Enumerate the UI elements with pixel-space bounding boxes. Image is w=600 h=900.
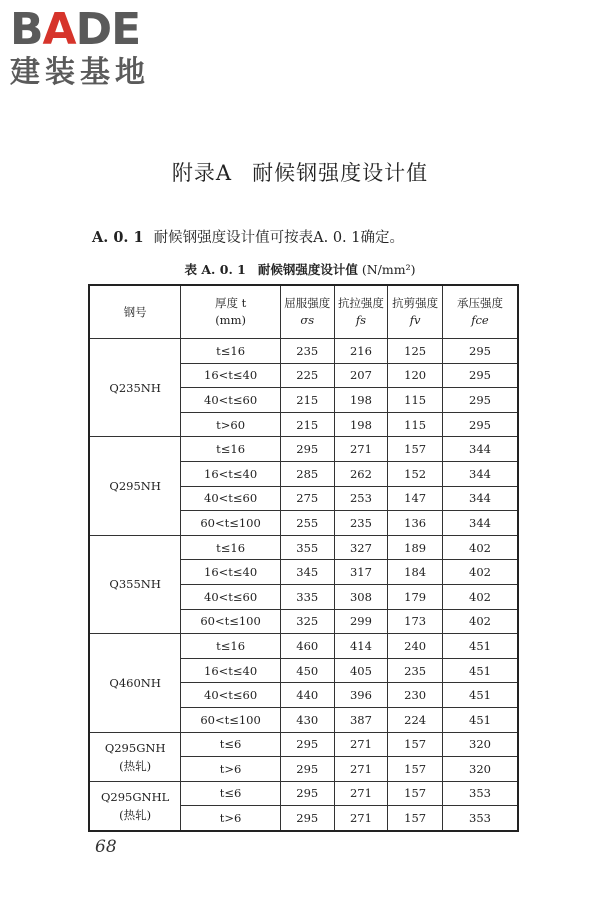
shear-cell: 173: [388, 609, 443, 634]
shear-cell: 157: [388, 781, 443, 806]
shear-cell: 230: [388, 683, 443, 708]
shear-cell: 189: [388, 535, 443, 560]
header-grade: 钢号: [89, 285, 181, 339]
shear-cell: 157: [388, 732, 443, 757]
table-unit: (N/mm²): [361, 262, 416, 277]
tensile-cell: 198: [334, 388, 388, 413]
shear-cell: 157: [388, 437, 443, 462]
bearing-cell: 451: [442, 634, 518, 659]
thickness-cell: t≤6: [181, 781, 281, 806]
shear-cell: 120: [388, 363, 443, 388]
grade-cell: [89, 781, 181, 831]
thickness-cell: 40<t≤60: [181, 486, 281, 511]
thickness-cell: t>6: [181, 757, 281, 782]
bearing-cell: 451: [442, 658, 518, 683]
bearing-cell: 344: [442, 461, 518, 486]
thickness-cell: t≤16: [181, 634, 281, 659]
bearing-cell: 451: [442, 683, 518, 708]
bearing-cell: 451: [442, 707, 518, 732]
bearing-cell: 402: [442, 535, 518, 560]
yield-cell: 295: [280, 757, 334, 782]
appendix-label: 附录A: [171, 161, 233, 185]
tensile-cell: 216: [334, 339, 388, 364]
page-number: 68: [95, 837, 117, 857]
bearing-cell: 295: [442, 363, 518, 388]
thickness-cell: 16<t≤40: [181, 560, 281, 585]
thickness-cell: 40<t≤60: [181, 388, 281, 413]
grade-name: Q295GNH: [104, 740, 166, 755]
tensile-cell: 271: [334, 806, 388, 831]
yield-cell: 345: [280, 560, 334, 585]
yield-cell: 255: [280, 511, 334, 536]
table-label: 表 A. 0. 1: [184, 262, 246, 277]
tensile-cell: 396: [334, 683, 388, 708]
yield-cell: 215: [280, 412, 334, 437]
shear-cell: 152: [388, 461, 443, 486]
appendix-title: [0, 157, 600, 187]
table-row: [89, 437, 518, 462]
tensile-cell: 387: [334, 707, 388, 732]
logo-word: [10, 6, 180, 54]
bearing-cell: 295: [442, 388, 518, 413]
tensile-cell: 271: [334, 437, 388, 462]
grade-cell: [89, 634, 181, 732]
table-title: 耐候钢强度设计值: [257, 262, 358, 277]
shear-cell: 224: [388, 707, 443, 732]
header-shear: 抗剪强度 fv: [388, 285, 443, 339]
shear-cell: 115: [388, 412, 443, 437]
shear-cell: 235: [388, 658, 443, 683]
yield-cell: 225: [280, 363, 334, 388]
shear-cell: 184: [388, 560, 443, 585]
tensile-cell: 299: [334, 609, 388, 634]
strength-table: [88, 284, 519, 832]
thickness-cell: t>60: [181, 412, 281, 437]
yield-cell: 285: [280, 461, 334, 486]
tensile-cell: 235: [334, 511, 388, 536]
table-body: [89, 339, 518, 831]
table-row: [89, 781, 518, 806]
shear-cell: 136: [388, 511, 443, 536]
yield-cell: 460: [280, 634, 334, 659]
bearing-cell: 295: [442, 339, 518, 364]
tensile-cell: 271: [334, 781, 388, 806]
tensile-cell: 207: [334, 363, 388, 388]
grade-cell: [89, 535, 181, 633]
yield-cell: 215: [280, 388, 334, 413]
yield-cell: 295: [280, 806, 334, 831]
thickness-cell: 16<t≤40: [181, 461, 281, 486]
grade-cell: [89, 339, 181, 437]
table-caption: [0, 260, 600, 278]
thickness-cell: 60<t≤100: [181, 609, 281, 634]
yield-cell: 295: [280, 781, 334, 806]
tensile-cell: 327: [334, 535, 388, 560]
logo-letter: B: [10, 4, 43, 55]
logo: [10, 6, 180, 90]
table-row: [89, 732, 518, 757]
grade-name: Q355NH: [109, 577, 161, 592]
bearing-cell: 402: [442, 609, 518, 634]
bearing-cell: 320: [442, 757, 518, 782]
yield-cell: 275: [280, 486, 334, 511]
appendix-heading: 耐候钢强度设计值: [252, 161, 429, 185]
yield-cell: 235: [280, 339, 334, 364]
yield-cell: 440: [280, 683, 334, 708]
grade-name: Q460NH: [109, 675, 161, 690]
thickness-cell: 60<t≤100: [181, 511, 281, 536]
shear-cell: 125: [388, 339, 443, 364]
tensile-cell: 253: [334, 486, 388, 511]
grade-note: (热轧): [119, 758, 152, 773]
thickness-cell: 60<t≤100: [181, 707, 281, 732]
logo-accent-letter: A: [42, 4, 76, 55]
shear-cell: 115: [388, 388, 443, 413]
shear-cell: 179: [388, 584, 443, 609]
bearing-cell: 295: [442, 412, 518, 437]
yield-cell: 355: [280, 535, 334, 560]
table-row: [89, 339, 518, 364]
tensile-cell: 317: [334, 560, 388, 585]
table-row: [89, 535, 518, 560]
tensile-cell: 271: [334, 757, 388, 782]
grade-cell: [89, 732, 181, 781]
clause-text: 耐候钢强度设计值可按表A. 0. 1确定。: [153, 230, 404, 246]
thickness-cell: t≤16: [181, 339, 281, 364]
tensile-cell: 198: [334, 412, 388, 437]
thickness-cell: 40<t≤60: [181, 683, 281, 708]
yield-cell: 430: [280, 707, 334, 732]
logo-subtitle: 建装基地: [10, 55, 150, 90]
tensile-cell: 262: [334, 461, 388, 486]
bearing-cell: 344: [442, 486, 518, 511]
table-row: [89, 634, 518, 659]
shear-cell: 240: [388, 634, 443, 659]
thickness-cell: t≤16: [181, 535, 281, 560]
yield-cell: 295: [280, 732, 334, 757]
grade-name: Q235NH: [109, 380, 161, 395]
yield-cell: 450: [280, 658, 334, 683]
logo-letters: DE: [75, 4, 141, 55]
shear-cell: 147: [388, 486, 443, 511]
tensile-cell: 308: [334, 584, 388, 609]
table-header-row: [89, 285, 518, 339]
yield-cell: 335: [280, 584, 334, 609]
bearing-cell: 402: [442, 560, 518, 585]
grade-name: Q295GNHL: [100, 789, 170, 804]
tensile-cell: 271: [334, 732, 388, 757]
yield-cell: 325: [280, 609, 334, 634]
thickness-cell: t>6: [181, 806, 281, 831]
header-yield: 屈服强度 σs: [280, 285, 334, 339]
bearing-cell: 320: [442, 732, 518, 757]
yield-cell: 295: [280, 437, 334, 462]
thickness-cell: 40<t≤60: [181, 584, 281, 609]
thickness-cell: 16<t≤40: [181, 363, 281, 388]
clause-number: A. 0. 1: [92, 229, 144, 246]
bearing-cell: 402: [442, 584, 518, 609]
bearing-cell: 344: [442, 511, 518, 536]
grade-cell: [89, 437, 181, 535]
bearing-cell: 353: [442, 781, 518, 806]
thickness-cell: t≤16: [181, 437, 281, 462]
header-thickness: 厚度 t (mm): [181, 285, 281, 339]
bearing-cell: 344: [442, 437, 518, 462]
grade-note: (热轧): [119, 807, 152, 822]
tensile-cell: 405: [334, 658, 388, 683]
thickness-cell: t≤6: [181, 732, 281, 757]
thickness-cell: 16<t≤40: [181, 658, 281, 683]
bearing-cell: 353: [442, 806, 518, 831]
header-bearing: 承压强度 fce: [442, 285, 518, 339]
header-tensile: 抗拉强度 fs: [334, 285, 388, 339]
shear-cell: 157: [388, 757, 443, 782]
tensile-cell: 414: [334, 634, 388, 659]
grade-name: Q295NH: [109, 479, 161, 494]
shear-cell: 157: [388, 806, 443, 831]
intro-paragraph: [92, 226, 404, 247]
